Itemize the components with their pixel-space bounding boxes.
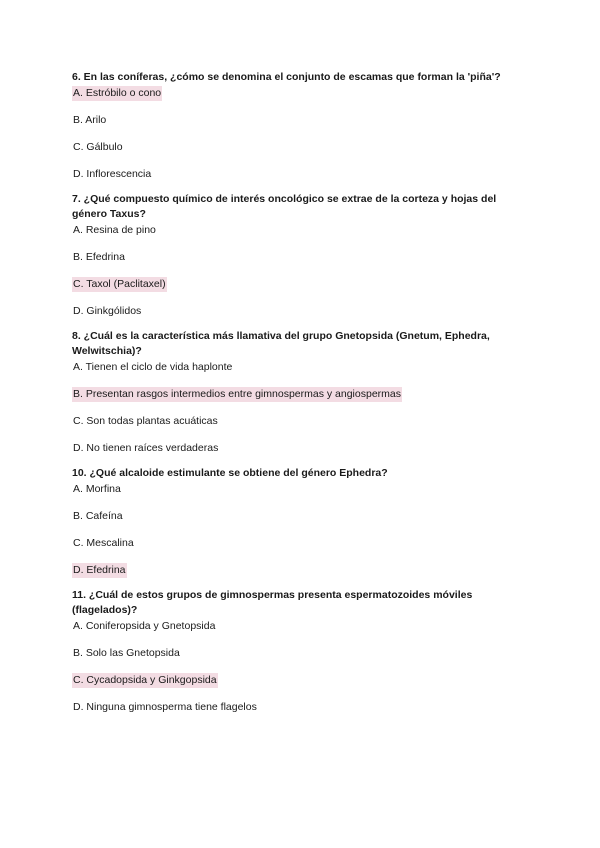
answer-option (72, 441, 528, 456)
question-10 (72, 466, 528, 578)
option-text: A. Tienen el ciclo de vida haplonte (73, 361, 233, 373)
option-text: D. Inflorescencia (73, 168, 152, 180)
option-text: C. Gálbulo (73, 141, 123, 153)
answer-option (72, 509, 528, 524)
question-6 (72, 70, 528, 182)
option-text: D. Ninguna gimnosperma tiene flagelos (73, 701, 257, 713)
option-text: B. Efedrina (73, 251, 125, 263)
question-text: 6. En las coníferas, ¿cómo se denomina el conjunto de escamas que forman la 'piña'? (72, 71, 501, 83)
answer-option (72, 167, 528, 182)
option-text: A. Estróbilo o cono (73, 87, 162, 99)
question-11 (72, 588, 528, 715)
option-text: C. Mescalina (73, 537, 134, 549)
question-text: 8. ¿Cuál es la característica más llamativa del grupo Gnetopsida (Gnetum, Ephedra, Welwitschia)? (72, 330, 490, 357)
option-text: A. Morfina (73, 483, 121, 495)
answer-option (72, 414, 528, 429)
answer-option-correct (72, 86, 528, 101)
option-text: C. Taxol (Paclitaxel) (73, 278, 166, 290)
option-text: B. Solo las Gnetopsida (73, 647, 180, 659)
option-text: B. Cafeína (73, 510, 123, 522)
question-list (72, 70, 528, 725)
question-text: 11. ¿Cuál de estos grupos de gimnospermas presenta espermatozoides móviles (flagelados)? (72, 589, 473, 616)
option-text: A. Coniferopsida y Gnetopsida (73, 620, 216, 632)
answer-option (72, 482, 528, 497)
answer-option-correct (72, 673, 528, 688)
answer-option (72, 304, 528, 319)
answer-option (72, 140, 528, 155)
answer-option-correct (72, 563, 528, 578)
answer-option (72, 223, 528, 238)
question-8 (72, 329, 528, 456)
question-7 (72, 192, 528, 319)
answer-option-correct (72, 387, 528, 402)
option-text: D. Efedrina (73, 564, 126, 576)
answer-option (72, 113, 528, 128)
answer-option (72, 536, 528, 551)
option-text: C. Cycadopsida y Ginkgopsida (73, 674, 217, 686)
answer-option (72, 700, 528, 715)
answer-option (72, 250, 528, 265)
option-text: C. Son todas plantas acuáticas (73, 415, 218, 427)
option-text: B. Arilo (73, 114, 107, 126)
option-text: A. Resina de pino (73, 224, 156, 236)
answer-option (72, 619, 528, 634)
question-text: 10. ¿Qué alcaloide estimulante se obtiene del género Ephedra? (72, 467, 388, 479)
option-text: B. Presentan rasgos intermedios entre gimnospermas y angiospermas (73, 388, 401, 400)
answer-option (72, 360, 528, 375)
option-text: D. Ginkgólidos (73, 305, 142, 317)
question-text: 7. ¿Qué compuesto químico de interés oncológico se extrae de la corteza y hojas del género Taxus? (72, 193, 497, 220)
option-text: D. No tienen raíces verdaderas (73, 442, 219, 454)
answer-option-correct (72, 277, 528, 292)
answer-option (72, 646, 528, 661)
